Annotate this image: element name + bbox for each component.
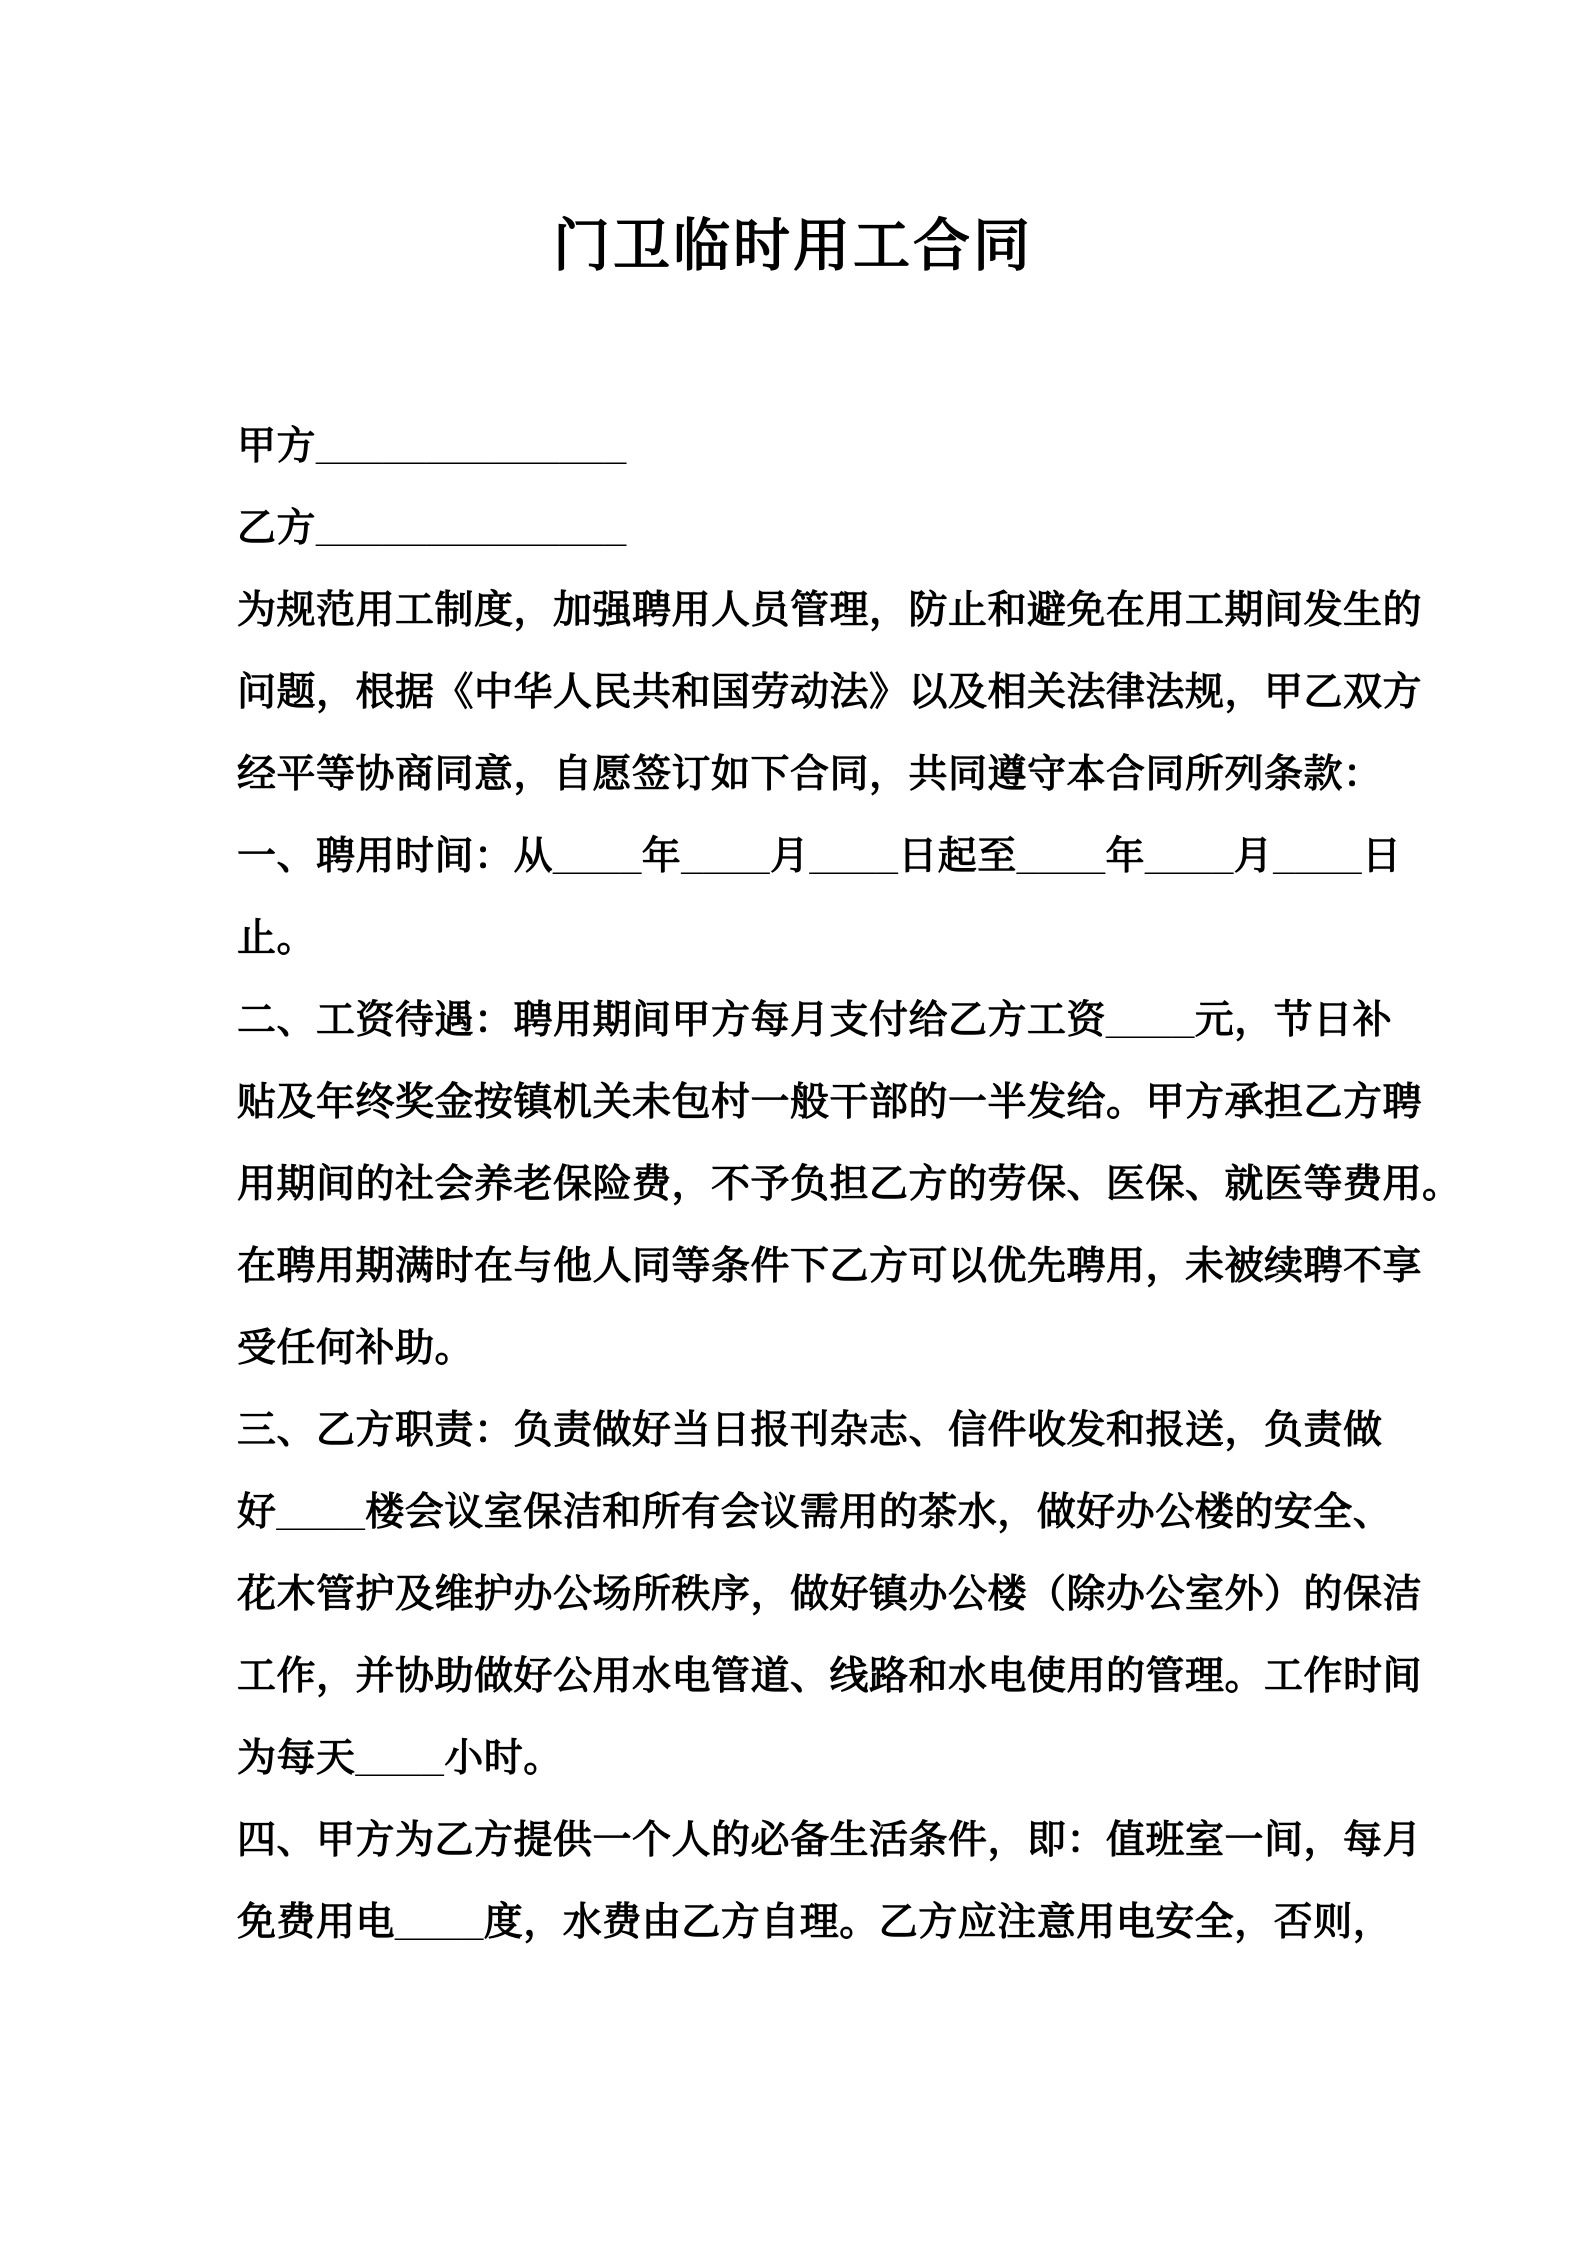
document-line: 经平等协商同意，自愿签订如下合同，共同遵守本合同所列条款： <box>237 753 1383 796</box>
document-line: 在聘用期满时在与他人同等条件下乙方可以优先聘用，未被续聘不享 <box>237 1245 1423 1288</box>
document-line: 好____楼会议室保洁和所有会议需用的茶水，做好办公楼的安全、 <box>237 1491 1393 1534</box>
document-line: 乙方______________ <box>237 507 627 550</box>
document-line: 用期间的社会养老保险费，不予负担乙方的劳保、医保、就医等费用。 <box>237 1163 1462 1206</box>
document-line: 工作，并协助做好公用水电管道、线路和水电使用的管理。工作时间 <box>237 1655 1423 1698</box>
document-title: 门卫临时用工合同 <box>553 214 1033 278</box>
document-line: 为规范用工制度，加强聘用人员管理，防止和避免在用工期间发生的 <box>237 589 1423 632</box>
document-line: 为每天____小时。 <box>237 1737 563 1780</box>
document-line: 一、聘用时间：从____年____月____日起至____年____月____日 <box>237 835 1402 878</box>
document-line: 问题，根据《中华人民共和国劳动法》以及相关法律法规，甲乙双方 <box>237 671 1423 714</box>
document-line: 受任何补助。 <box>237 1327 475 1370</box>
document-line: 免费用电____度，水费由乙方自理。乙方应注意用电安全，否则， <box>237 1901 1393 1944</box>
document-line: 止。 <box>237 917 317 960</box>
document-line: 三、乙方职责：负责做好当日报刊杂志、信件收发和报送，负责做 <box>237 1409 1383 1452</box>
document-line: 四、甲方为乙方提供一个人的必备生活条件，即：值班室一间，每月 <box>237 1819 1423 1862</box>
document-line: 贴及年终奖金按镇机关未包村一般干部的一半发给。甲方承担乙方聘 <box>237 1081 1423 1124</box>
document-line: 花木管护及维护办公场所秩序，做好镇办公楼（除办公室外）的保洁 <box>237 1573 1423 1616</box>
document-line: 甲方______________ <box>237 425 627 468</box>
document-body <box>237 406 1462 1964</box>
document-line: 二、工资待遇：聘用期间甲方每月支付给乙方工资____元，节日补 <box>237 999 1393 1042</box>
